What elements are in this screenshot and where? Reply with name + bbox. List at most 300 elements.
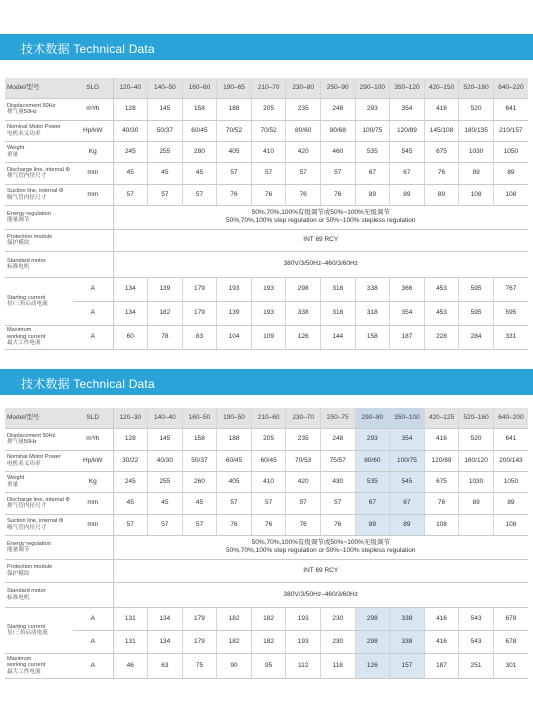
row-label-line: 能量调节 bbox=[7, 217, 30, 223]
row-label bbox=[5, 162, 73, 184]
table-row bbox=[5, 205, 528, 229]
row-label-line: 吸气管内径尺寸 bbox=[7, 524, 47, 531]
value-cell: 78 bbox=[148, 325, 183, 349]
value-cell: 50/37 bbox=[148, 120, 183, 141]
value-cell: 260 bbox=[182, 471, 217, 492]
table-row bbox=[5, 162, 528, 184]
row-label bbox=[5, 229, 73, 251]
row-label-line: Nominal Motor Power bbox=[7, 124, 61, 131]
row-label bbox=[5, 607, 73, 653]
table-row bbox=[5, 98, 528, 120]
standard-motor-value-text: 380V/3/50Hz–460/3/60Hz bbox=[283, 590, 358, 598]
value-cell: 255 bbox=[148, 471, 183, 492]
table-row bbox=[5, 301, 528, 325]
value-cell: 67 bbox=[390, 492, 425, 514]
value-cell: 157 bbox=[390, 653, 425, 678]
value-cell: 134 bbox=[148, 607, 183, 630]
table-header-row bbox=[5, 78, 528, 98]
table-row bbox=[5, 559, 528, 582]
section-banner-2 bbox=[0, 369, 533, 395]
model-header: 140–50 bbox=[148, 78, 183, 98]
value-cell: 75 bbox=[182, 653, 217, 678]
value-cell: 70/52 bbox=[251, 120, 286, 141]
value-cell: 245 bbox=[113, 471, 148, 492]
value-cell: 134 bbox=[148, 630, 183, 653]
value-cell: 182 bbox=[251, 607, 286, 630]
row-label-line: Discharge line, internal Φ bbox=[7, 166, 70, 173]
value-cell: 182 bbox=[217, 630, 252, 653]
table-row bbox=[5, 450, 528, 471]
value-cell: 67 bbox=[355, 162, 390, 184]
header-model-label: Model/型号 bbox=[5, 78, 73, 98]
table-row bbox=[5, 514, 528, 535]
unit-cell: mm bbox=[73, 162, 113, 184]
row-label bbox=[5, 492, 73, 514]
value-cell: 139 bbox=[217, 301, 252, 325]
value-cell: 235 bbox=[286, 98, 321, 120]
value-cell: 131 bbox=[113, 630, 148, 653]
unit-cell: A bbox=[73, 607, 113, 630]
value-cell: 767 bbox=[493, 277, 528, 301]
value-cell: 57 bbox=[148, 514, 183, 535]
row-label-line: Energy regulation bbox=[7, 540, 51, 547]
value-cell: 89 bbox=[390, 514, 425, 535]
value-cell: 193 bbox=[217, 277, 252, 301]
value-cell: 67 bbox=[390, 162, 425, 184]
row-label-line: 保护模块 bbox=[7, 240, 30, 246]
value-cell: 293 bbox=[355, 428, 390, 450]
value-cell: 230 bbox=[320, 607, 355, 630]
header-model-label: Model/型号 bbox=[5, 408, 73, 428]
value-cell: 131 bbox=[113, 607, 148, 630]
unit-cell bbox=[73, 229, 113, 251]
value-cell: 1050 bbox=[493, 141, 528, 162]
model-header: 120–30 bbox=[113, 408, 148, 428]
unit-cell: Hp/kW bbox=[73, 120, 113, 141]
value-cell: 354 bbox=[390, 428, 425, 450]
value-cell: 108 bbox=[459, 184, 494, 205]
value-cell: 641 bbox=[493, 428, 528, 450]
value-cell: 76 bbox=[286, 184, 321, 205]
value-cell: 134 bbox=[113, 277, 148, 301]
value-cell: 193 bbox=[251, 301, 286, 325]
row-label-line: Nominal Motor Power bbox=[7, 454, 61, 461]
value-cell: 678 bbox=[493, 630, 528, 653]
row-label-line: Maximum bbox=[7, 327, 32, 334]
value-cell: 430 bbox=[320, 471, 355, 492]
row-label-line: working current bbox=[7, 333, 46, 340]
value-cell: 338 bbox=[355, 277, 390, 301]
value-cell: 293 bbox=[355, 98, 390, 120]
unit-cell: A bbox=[73, 630, 113, 653]
value-cell: 75/57 bbox=[320, 450, 355, 471]
table-row bbox=[5, 229, 528, 251]
model-header: 190–65 bbox=[217, 78, 252, 98]
spec-table-slg bbox=[5, 78, 528, 350]
value-cell: 595 bbox=[493, 301, 528, 325]
table-row bbox=[5, 492, 528, 514]
model-header: 350–100 bbox=[390, 408, 425, 428]
value-cell: 76 bbox=[286, 514, 321, 535]
row-label bbox=[5, 251, 73, 277]
unit-cell bbox=[73, 582, 113, 607]
value-cell: 210/157 bbox=[493, 120, 528, 141]
value-cell: 179 bbox=[182, 277, 217, 301]
value-cell: 366 bbox=[390, 277, 425, 301]
value-cell: 45 bbox=[148, 492, 183, 514]
value-cell: 80/60 bbox=[286, 120, 321, 141]
value-cell: 520 bbox=[459, 428, 494, 450]
value-cell: 460 bbox=[320, 141, 355, 162]
row-label bbox=[5, 535, 73, 559]
table-row bbox=[5, 277, 528, 301]
value-cell: 298 bbox=[355, 607, 390, 630]
value-cell: 90/68 bbox=[320, 120, 355, 141]
value-cell: 545 bbox=[390, 141, 425, 162]
row-label-line: 重量 bbox=[7, 481, 19, 488]
value-cell: 205 bbox=[251, 98, 286, 120]
energy-regulation-value bbox=[113, 535, 528, 559]
value-cell: 158 bbox=[355, 325, 390, 349]
value-cell: 182 bbox=[148, 301, 183, 325]
value-cell: 95 bbox=[251, 653, 286, 678]
model-header: 210–60 bbox=[251, 408, 286, 428]
model-header: 230–80 bbox=[286, 78, 321, 98]
table-row bbox=[5, 582, 528, 607]
model-header: 520–180 bbox=[459, 78, 494, 98]
row-label bbox=[5, 325, 73, 349]
value-cell: 545 bbox=[390, 471, 425, 492]
unit-cell: mm bbox=[73, 514, 113, 535]
table-row bbox=[5, 607, 528, 630]
value-cell: 76 bbox=[251, 514, 286, 535]
unit-cell: A bbox=[73, 325, 113, 349]
row-label bbox=[5, 450, 73, 471]
value-cell: 89 bbox=[459, 492, 494, 514]
value-cell: 453 bbox=[424, 277, 459, 301]
value-cell: 108 bbox=[424, 514, 459, 535]
row-label-line: 最大工作电流 bbox=[7, 340, 41, 347]
value-cell: 158 bbox=[182, 428, 217, 450]
value-cell: 57 bbox=[182, 184, 217, 205]
value-cell: 89 bbox=[390, 184, 425, 205]
value-cell: 57 bbox=[251, 162, 286, 184]
model-header: 290–80 bbox=[355, 408, 390, 428]
unit-cell bbox=[73, 251, 113, 277]
unit-cell: m³/h bbox=[73, 98, 113, 120]
value-cell: 76 bbox=[320, 184, 355, 205]
model-header: 190–50 bbox=[217, 408, 252, 428]
value-cell: 331 bbox=[493, 325, 528, 349]
value-cell: 318 bbox=[320, 301, 355, 325]
value-cell: 63 bbox=[148, 653, 183, 678]
row-label bbox=[5, 98, 73, 120]
value-cell: 60 bbox=[113, 325, 148, 349]
value-cell: 318 bbox=[320, 277, 355, 301]
value-cell: 40/30 bbox=[148, 450, 183, 471]
model-header: 640–200 bbox=[493, 408, 528, 428]
value-cell: 187 bbox=[424, 653, 459, 678]
row-label-line: Maximum bbox=[7, 655, 32, 662]
protection-module-value bbox=[113, 229, 528, 251]
protection-module-value bbox=[113, 559, 528, 582]
row-label-line: 星/三角启动电流 bbox=[7, 630, 48, 636]
row-label-line: Energy regulation bbox=[7, 210, 51, 217]
value-cell: 70/53 bbox=[286, 450, 321, 471]
table-row bbox=[5, 471, 528, 492]
value-cell: 595 bbox=[459, 301, 494, 325]
value-cell: 128 bbox=[113, 98, 148, 120]
row-label-line: 排气量50Hz bbox=[7, 439, 37, 445]
value-cell: 405 bbox=[217, 471, 252, 492]
model-header: 420–125 bbox=[424, 408, 459, 428]
value-cell: 535 bbox=[355, 141, 390, 162]
unit-cell: m³/h bbox=[73, 428, 113, 450]
value-cell: 1030 bbox=[459, 141, 494, 162]
energy-regulation-value bbox=[113, 205, 528, 229]
value-cell: 354 bbox=[390, 98, 425, 120]
value-cell: 179 bbox=[182, 607, 217, 630]
value-cell: 118 bbox=[320, 653, 355, 678]
value-cell: 57 bbox=[182, 514, 217, 535]
value-cell: 248 bbox=[320, 98, 355, 120]
row-label-line: Standard motor bbox=[7, 257, 46, 264]
value-cell: 228 bbox=[424, 325, 459, 349]
value-cell: 298 bbox=[286, 277, 321, 301]
spec-table-sld bbox=[5, 408, 528, 679]
unit-cell: mm bbox=[73, 492, 113, 514]
model-header: 160–50 bbox=[182, 408, 217, 428]
row-label-line: 标准电机 bbox=[7, 264, 30, 270]
standard-motor-value bbox=[113, 251, 528, 277]
value-cell: 57 bbox=[286, 162, 321, 184]
value-cell: 57 bbox=[320, 492, 355, 514]
value-cell: 354 bbox=[390, 301, 425, 325]
value-cell: 520 bbox=[459, 98, 494, 120]
value-cell: 50/37 bbox=[182, 450, 217, 471]
row-label-line: Starting current bbox=[7, 623, 46, 630]
row-label-line: Displacement 50Hz bbox=[7, 102, 56, 109]
value-cell: 298 bbox=[355, 630, 390, 653]
row-label-line: Weight bbox=[7, 145, 25, 152]
value-cell: 193 bbox=[286, 630, 321, 653]
value-cell: 83 bbox=[182, 325, 217, 349]
value-cell: 57 bbox=[113, 514, 148, 535]
value-cell: 145 bbox=[148, 428, 183, 450]
model-header: 250–75 bbox=[320, 408, 355, 428]
standard-motor-value-text: 380V/3/50Hz–460/3/60Hz bbox=[283, 260, 358, 268]
value-cell: 1050 bbox=[493, 471, 528, 492]
value-cell: 108 bbox=[493, 184, 528, 205]
value-cell: 205 bbox=[251, 428, 286, 450]
row-label-line: working current bbox=[7, 662, 46, 669]
value-cell: 318 bbox=[355, 301, 390, 325]
value-cell: 675 bbox=[424, 471, 459, 492]
row-label-line: 吸气管内径尺寸 bbox=[7, 194, 47, 201]
section-title: 技术数据 Technical Data bbox=[21, 42, 155, 56]
model-header: 520–160 bbox=[459, 408, 494, 428]
unit-cell: Kg bbox=[73, 141, 113, 162]
model-header: 140–40 bbox=[148, 408, 183, 428]
value-cell: 179 bbox=[182, 630, 217, 653]
row-label-line: 排气量50Hz bbox=[7, 109, 37, 115]
value-cell: 45 bbox=[113, 492, 148, 514]
value-cell: 60/45 bbox=[251, 450, 286, 471]
value-cell: 230 bbox=[320, 630, 355, 653]
value-cell: 76 bbox=[320, 514, 355, 535]
standard-motor-value bbox=[113, 582, 528, 607]
model-header: 160–60 bbox=[182, 78, 217, 98]
value-cell: 120/89 bbox=[390, 120, 425, 141]
table-row bbox=[5, 630, 528, 653]
value-cell: 57 bbox=[148, 184, 183, 205]
row-label bbox=[5, 653, 73, 678]
value-cell: 60/45 bbox=[182, 120, 217, 141]
row-label bbox=[5, 277, 73, 325]
row-label bbox=[5, 471, 73, 492]
row-label bbox=[5, 514, 73, 535]
value-cell: 410 bbox=[251, 471, 286, 492]
row-label bbox=[5, 141, 73, 162]
value-cell: 180/135 bbox=[459, 120, 494, 141]
row-label-line: 标准电机 bbox=[7, 594, 30, 601]
value-cell: 46 bbox=[113, 653, 148, 678]
value-cell: 416 bbox=[424, 428, 459, 450]
value-cell: 76 bbox=[217, 514, 252, 535]
value-cell: 145 bbox=[148, 98, 183, 120]
value-cell: 45 bbox=[182, 162, 217, 184]
row-label-line: Protection module bbox=[7, 564, 53, 571]
row-label bbox=[5, 205, 73, 229]
model-header: 290–100 bbox=[355, 78, 390, 98]
value-cell: 179 bbox=[182, 301, 217, 325]
unit-cell bbox=[73, 559, 113, 582]
row-label-line: Suction line, internal Φ bbox=[7, 518, 64, 525]
value-cell: 248 bbox=[320, 428, 355, 450]
value-cell: 405 bbox=[217, 141, 252, 162]
value-cell: 108 bbox=[493, 514, 528, 535]
value-cell: 139 bbox=[148, 277, 183, 301]
energy-regulation-value-text: 50%,70%,100%有级调节或50%~100%无级调节 bbox=[251, 539, 390, 547]
model-header: 230–70 bbox=[286, 408, 321, 428]
value-cell: 301 bbox=[493, 653, 528, 678]
row-label bbox=[5, 582, 73, 607]
table-row bbox=[5, 141, 528, 162]
value-cell: 76 bbox=[424, 492, 459, 514]
value-cell: 338 bbox=[390, 630, 425, 653]
row-label-line: 排气管内径尺寸 bbox=[7, 173, 47, 179]
value-cell: 89 bbox=[355, 514, 390, 535]
value-cell: 255 bbox=[148, 141, 183, 162]
value-cell: 112 bbox=[286, 653, 321, 678]
value-cell: 144 bbox=[320, 325, 355, 349]
table-row bbox=[5, 184, 528, 205]
value-cell: 595 bbox=[459, 277, 494, 301]
value-cell: 416 bbox=[424, 607, 459, 630]
unit-cell: mm bbox=[73, 184, 113, 205]
value-cell: 235 bbox=[286, 428, 321, 450]
value-cell: 128 bbox=[113, 428, 148, 450]
value-cell: 30/22 bbox=[113, 450, 148, 471]
value-cell: 104 bbox=[217, 325, 252, 349]
row-label-line: 最大工作电流 bbox=[7, 668, 41, 675]
header-series: SLG bbox=[73, 78, 113, 98]
row-label bbox=[5, 559, 73, 582]
value-cell: 57 bbox=[113, 184, 148, 205]
protection-module-value-text: INT 69 RCY bbox=[303, 236, 339, 244]
value-cell: 70/52 bbox=[217, 120, 252, 141]
value-cell: 60/45 bbox=[217, 450, 252, 471]
model-header: 640–220 bbox=[493, 78, 528, 98]
value-cell: 100/75 bbox=[390, 450, 425, 471]
value-cell: 1030 bbox=[459, 471, 494, 492]
value-cell: 182 bbox=[251, 630, 286, 653]
row-label-line: 重量 bbox=[7, 151, 19, 158]
unit-cell: Kg bbox=[73, 471, 113, 492]
model-header: 210–70 bbox=[251, 78, 286, 98]
value-cell: 57 bbox=[286, 492, 321, 514]
value-cell: 543 bbox=[459, 630, 494, 653]
value-cell: 126 bbox=[355, 653, 390, 678]
model-header: 350–120 bbox=[390, 78, 425, 98]
value-cell: 160/120 bbox=[459, 450, 494, 471]
table-row bbox=[5, 325, 528, 349]
value-cell bbox=[459, 514, 494, 535]
value-cell: 188 bbox=[217, 428, 252, 450]
value-cell: 245 bbox=[113, 141, 148, 162]
value-cell: 284 bbox=[459, 325, 494, 349]
table-row bbox=[5, 535, 528, 559]
value-cell: 193 bbox=[251, 277, 286, 301]
row-label bbox=[5, 184, 73, 205]
row-label-line: 电机名义功率 bbox=[7, 460, 41, 467]
energy-regulation-value-text: 50%,70%,100%有级调节或50%~100%无级调节 bbox=[251, 209, 390, 217]
value-cell: 187 bbox=[390, 325, 425, 349]
section-banner-1 bbox=[0, 34, 533, 60]
value-cell: 134 bbox=[113, 301, 148, 325]
unit-cell bbox=[73, 205, 113, 229]
value-cell: 338 bbox=[286, 301, 321, 325]
model-header: 420–150 bbox=[424, 78, 459, 98]
row-label bbox=[5, 120, 73, 141]
table-row bbox=[5, 653, 528, 678]
table-row bbox=[5, 428, 528, 450]
row-label bbox=[5, 428, 73, 450]
value-cell: 89 bbox=[459, 162, 494, 184]
model-header: 120–40 bbox=[113, 78, 148, 98]
value-cell: 57 bbox=[320, 162, 355, 184]
section-title: 技术数据 Technical Data bbox=[21, 377, 155, 391]
value-cell: 89 bbox=[355, 184, 390, 205]
value-cell: 76 bbox=[251, 184, 286, 205]
value-cell: 251 bbox=[459, 653, 494, 678]
unit-cell bbox=[73, 535, 113, 559]
value-cell: 535 bbox=[355, 471, 390, 492]
row-label-line: Starting current bbox=[7, 294, 46, 301]
table-header-row bbox=[5, 408, 528, 428]
value-cell: 126 bbox=[286, 325, 321, 349]
row-label-line: 电机名义功率 bbox=[7, 130, 41, 137]
value-cell: 120/89 bbox=[424, 450, 459, 471]
value-cell: 420 bbox=[286, 471, 321, 492]
header-series: SLD bbox=[73, 408, 113, 428]
value-cell: 678 bbox=[493, 607, 528, 630]
unit-cell: A bbox=[73, 653, 113, 678]
value-cell: 416 bbox=[424, 98, 459, 120]
value-cell: 45 bbox=[182, 492, 217, 514]
table-row bbox=[5, 120, 528, 141]
value-cell: 57 bbox=[217, 492, 252, 514]
